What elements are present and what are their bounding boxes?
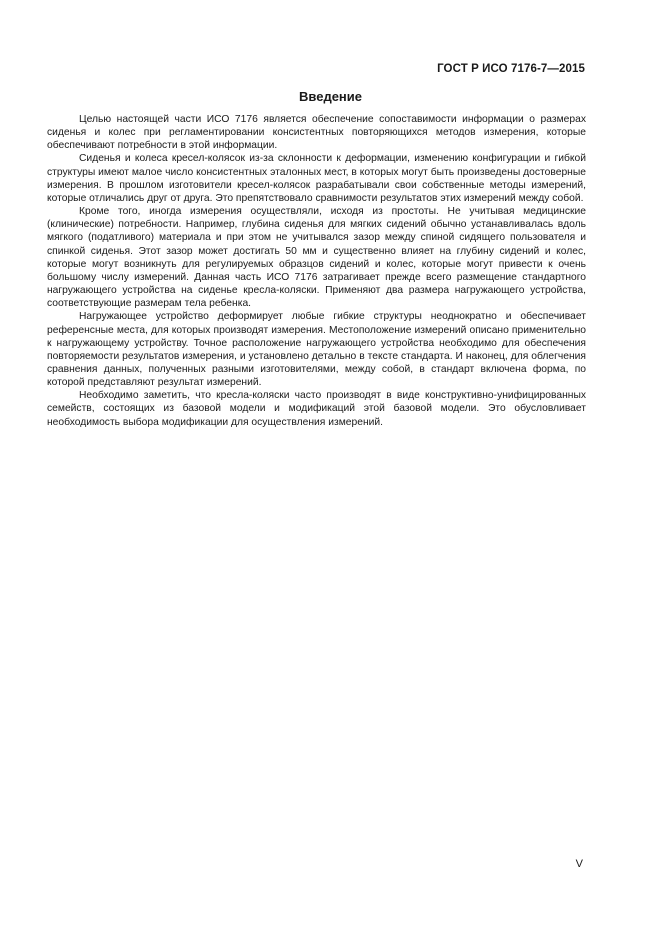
document-header: ГОСТ Р ИСО 7176-7—2015	[437, 63, 585, 75]
page-number: V	[575, 858, 583, 870]
paragraph: Сиденья и колеса кресел-колясок из-за склонности к деформации, изменению конфигурации и гибкой структуры имеют малое число консистентных эталонных мест, в которых могут быть произведены достоверные измерения. В прошлом изготовители кресел-колясок разрабатывали свои собственные методы измерений, которые отличались друг от друга. Это препятствовало сравнимости результатов этих измерений между собой.	[47, 153, 586, 204]
paragraph: Целью настоящей части ИСО 7176 является обеспечение сопоставимости информации о размерах сиденья и колес при регламентировании консистентных повторяющихся методов измерения, которые обеспечивают потребности в этой информации.	[47, 114, 586, 152]
paragraph: Нагружающее устройство деформирует любые гибкие структуры неоднократно и обеспечивает референсные места, для которых производят измерения. Местоположение измерений описано применительно к нагружающему устройству. Точное расположение нагружающего устройства необходимо для обеспечения повторяемости результатов измерения, и установлено детально в тексте стандарта. И наконец, для облегчения сравнения данных, полученных разными изготовителями, между собой, в стандарт включена форма, по которой представляют результат измерений.	[47, 311, 586, 389]
paragraph: Кроме того, иногда измерения осуществляли, исходя из простоты. Не учитывая медицинские (клинические) потребности. Например, глубина сиденья для мягких сидений обычно устанавливалась вдоль мягкого (податливого) материала и при этом не учитывался зазор между спиной сидящего пользователя и спинкой сиденья. Этот зазор может достигать 50 мм и существенно влияет на глубину сидений и колес, которые могут возникнуть для регулируемых образцов сидений и колес, которые могут привести к очень большому числу измерений. Данная часть ИСО 7176 затрагивает прежде всего размещение стандартного нагружающего устройства на сиденье кресла-коляски. Применяют два размера нагружающего устройства, соответствующие размерам тела ребенка.	[47, 206, 586, 310]
body-text	[47, 113, 586, 429]
paragraph: Необходимо заметить, что кресла-коляски часто производят в виде конструктивно-унифицированных семейств, состоящих из базовой модели и модификаций этой базовой модели. Это обусловливает необходимость выбора модификации для осуществления измерений.	[47, 390, 586, 428]
section-title: Введение	[299, 89, 362, 104]
